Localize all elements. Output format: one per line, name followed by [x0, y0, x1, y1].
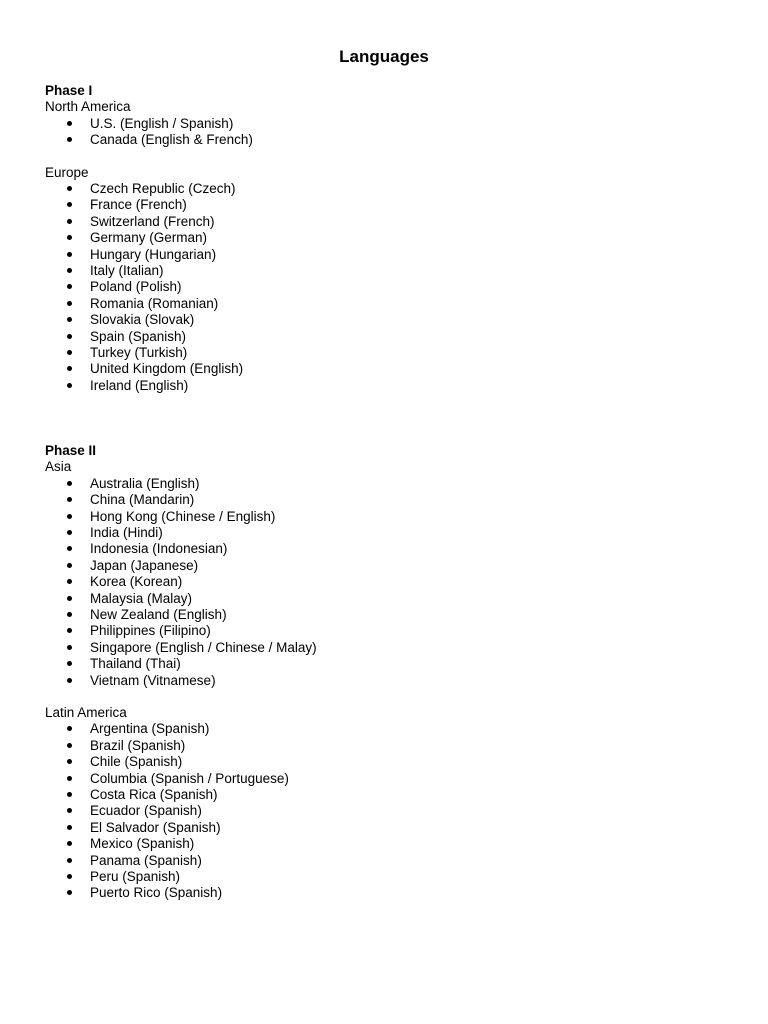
bullet-icon [67, 808, 72, 813]
bullet-icon [67, 596, 72, 601]
bullet-icon [67, 383, 72, 388]
list-item: Indonesia (Indonesian) [90, 541, 228, 557]
list-item: Germany (German) [90, 230, 208, 246]
list-item: Czech Republic (Czech) [90, 181, 236, 196]
list-item: Spain (Spanish) [90, 328, 187, 344]
bullet-icon [67, 776, 72, 781]
list-item: New Zealand (English) [90, 607, 227, 622]
bullet-icon [67, 284, 72, 289]
list-item: Columbia (Spanish / Portuguese) [90, 770, 289, 786]
list-item: Hungary (Hungarian) [90, 246, 217, 262]
bullet-icon [67, 481, 72, 486]
bullet-icon [67, 612, 72, 617]
bullet-icon [67, 530, 72, 535]
bullet-icon [67, 514, 72, 519]
list-item: Malaysia (Malay) [90, 590, 193, 606]
list-item: France (French) [90, 197, 187, 213]
bullet-icon [67, 334, 72, 339]
bullet-icon [67, 726, 72, 731]
bullet-icon [67, 841, 72, 846]
bullet-icon [67, 121, 72, 126]
bullet-icon [67, 350, 72, 355]
list-item: Switzerland (French) [90, 213, 215, 229]
region-heading: Asia [45, 459, 72, 475]
bullet-icon [67, 301, 72, 306]
list-item: Japan (Japanese) [90, 557, 199, 573]
bullet-icon [67, 645, 72, 650]
bullet-icon [67, 678, 72, 683]
bullet-icon [67, 890, 72, 895]
region-heading: North America [45, 99, 131, 115]
list-item: Poland (Polish) [90, 279, 182, 295]
list-item: United Kingdom (English) [90, 361, 244, 377]
bullet-icon [67, 366, 72, 371]
list-item: U.S. (English / Spanish) [90, 115, 234, 131]
bullet-icon [67, 202, 72, 207]
list-item: Korea (Korean) [90, 574, 183, 590]
bullet-icon [67, 252, 72, 257]
list-item: Canada (English & French) [90, 132, 253, 148]
list-item: India (Hindi) [90, 525, 163, 540]
region-heading: Latin America [45, 705, 127, 720]
list-item: Australia (English) [90, 475, 200, 491]
bullet-icon [67, 186, 72, 191]
bullet-icon [67, 858, 72, 863]
list-item: Singapore (English / Chinese / Malay) [90, 639, 317, 655]
bullet-icon [67, 563, 72, 568]
list-item: Puerto Rico (Spanish) [90, 885, 223, 901]
bullet-icon [67, 137, 72, 142]
bullet-icon [67, 579, 72, 584]
region-heading: Europe [45, 164, 89, 180]
list-item: Italy (Italian) [90, 263, 164, 278]
list-item: El Salvador (Spanish) [90, 819, 221, 835]
list-item: Slovakia (Slovak) [90, 312, 195, 328]
list-item: Philippines (Filipino) [90, 623, 211, 639]
bullet-icon [67, 497, 72, 502]
bullet-icon [67, 743, 72, 748]
bullet-icon [67, 628, 72, 633]
bullet-icon [67, 874, 72, 879]
bullet-icon [67, 546, 72, 551]
list-item: Vietnam (Vitnamese) [90, 672, 216, 688]
page-title: Languages [339, 47, 429, 66]
list-item: Mexico (Spanish) [90, 836, 195, 852]
bullet-icon [67, 759, 72, 764]
list-item: China (Mandarin) [90, 492, 195, 508]
bullet-icon [67, 268, 72, 273]
list-item: Ecuador (Spanish) [90, 803, 202, 819]
bullet-icon [67, 317, 72, 322]
list-item: Brazil (Spanish) [90, 737, 186, 753]
bullet-icon [67, 219, 72, 224]
phase-heading: Phase II [45, 443, 97, 458]
list-item: Argentina (Spanish) [90, 721, 210, 737]
list-item: Chile (Spanish) [90, 754, 183, 770]
bullet-icon [67, 661, 72, 666]
bullet-icon [67, 825, 72, 830]
list-item: Romania (Romanian) [90, 295, 219, 311]
bullet-icon [67, 792, 72, 797]
bullet-icon [67, 235, 72, 240]
list-item: Ireland (English) [90, 377, 189, 393]
list-item: Peru (Spanish) [90, 869, 181, 884]
list-item: Hong Kong (Chinese / English) [90, 508, 276, 524]
list-item: Thailand (Thai) [90, 656, 181, 672]
list-item: Costa Rica (Spanish) [90, 787, 218, 802]
list-item: Turkey (Turkish) [90, 345, 188, 360]
list-item: Panama (Spanish) [90, 852, 202, 868]
phase-heading: Phase I [45, 83, 93, 98]
